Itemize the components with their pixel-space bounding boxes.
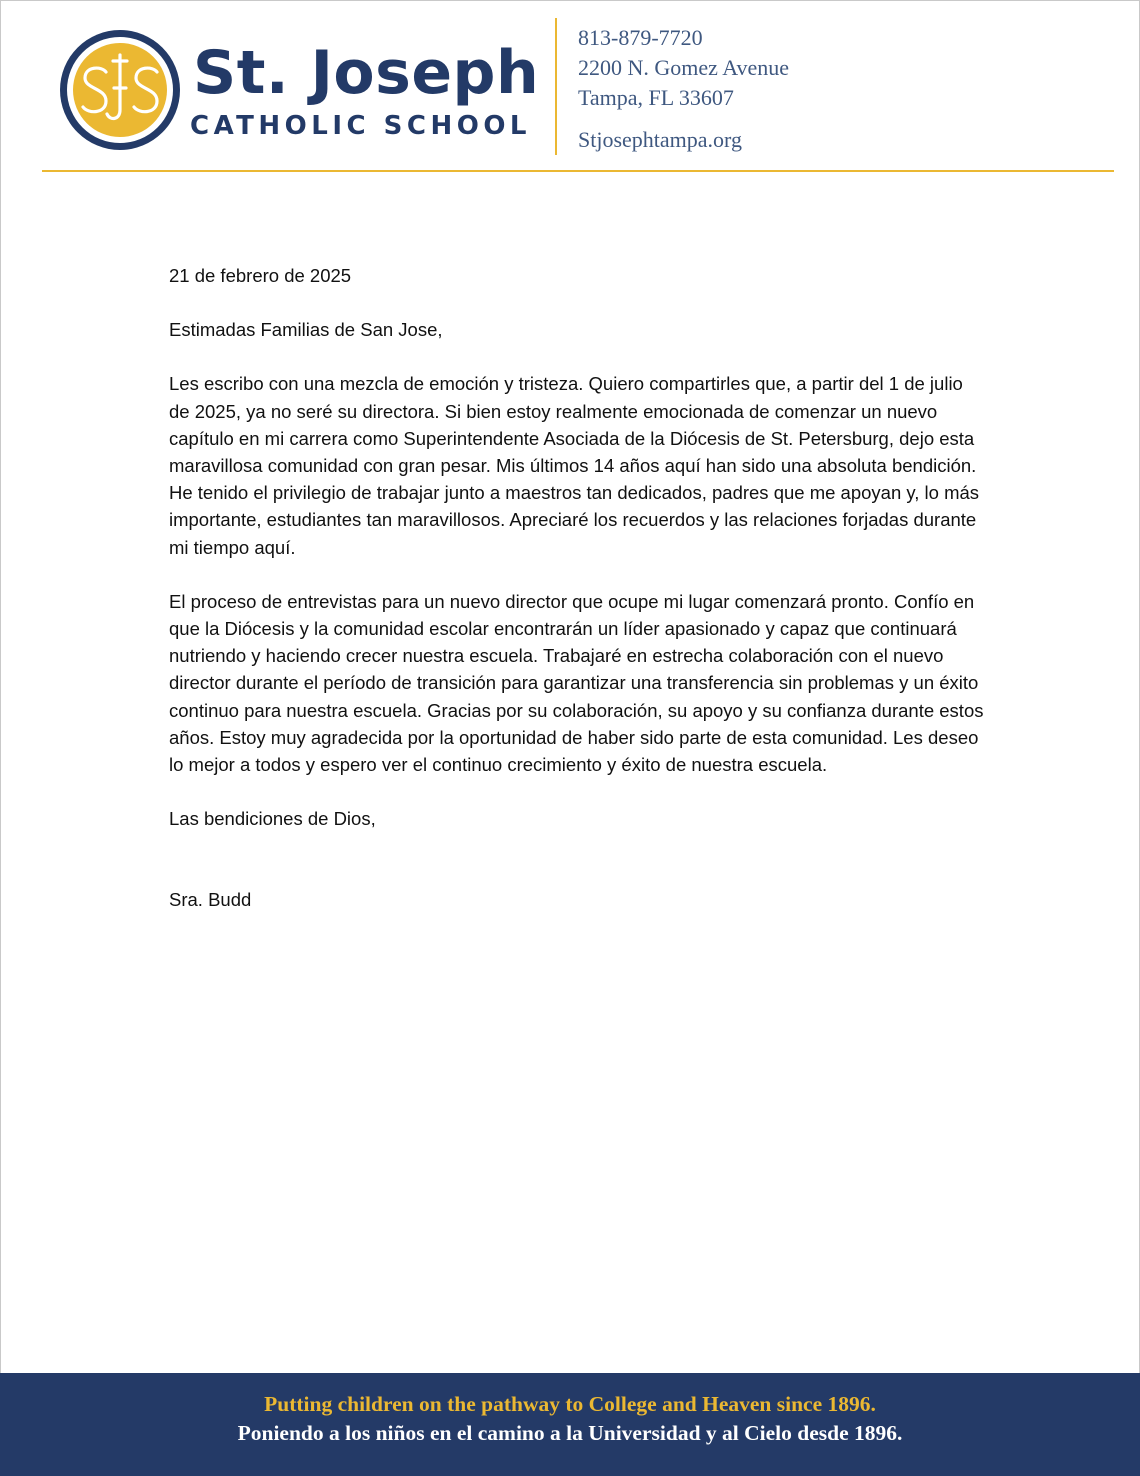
school-subtitle: CATHOLIC SCHOOL [190, 111, 531, 141]
letterhead [0, 0, 1140, 175]
school-website: Stjosephtampa.org [578, 127, 742, 152]
school-phone: 813-879-7720 [578, 25, 703, 50]
letter-closing: Las bendiciones de Dios, [169, 808, 376, 830]
letterhead-divider [555, 18, 557, 155]
sjs-monogram-seal-icon [58, 28, 182, 152]
letter-paragraph: Les escribo con una mezcla de emoción y tristeza. Quiero compartirles que, a partir del 1 de julio de 2025, ya no seré su directora. Si bien estoy realmente emocionada de comenzar un nuevo capítulo en mi carrera como Superintendente Asociada de la Diócesis de St. Petersburg, dejo esta maravillosa comunidad con gran pesar. Mis últimos 14 años aquí han sido una absoluta bendición. He tenido el privilegio de trabajar junto a maestros tan dedicados, padres que me apoyan y, lo más importante, estudiantes tan maravillosos. Apreciaré los recuerdos y las relaciones forjadas durante mi tiempo aquí. [169, 373, 980, 558]
school-name: St. Joseph [193, 38, 540, 108]
letter-body [169, 262, 984, 914]
letter-date: 21 de febrero de 2025 [169, 265, 352, 286]
letterhead-rule [42, 170, 1114, 172]
footer-motto-english: Putting children on the pathway to College and Heaven since 1896. [264, 1392, 876, 1416]
school-street-address: 2200 N. Gomez Avenue [578, 55, 789, 80]
letter-paragraph: El proceso de entrevistas para un nuevo director que ocupe mi lugar comenzará pronto. Confío en que la Diócesis y la comunidad escolar encontrarán un líder apasionado y capaz que continuará nutriendo y haciendo crecer nuestra escuela. Trabajaré en estrecha colaboración con el nuevo director durante el período de transición para garantizar una transferencia sin problemas y un éxito continuo para nuestra escuela. Gracias por su colaboración, su apoyo y su confianza durante estos años. Estoy muy agradecida por la oportunidad de haber sido parte de esta comunidad. Les deseo lo mejor a todos y espero ver el continuo crecimiento y éxito de nuestra escuela. [169, 590, 984, 776]
footer-motto-spanish: Poniendo a los niños en el camino a la Universidad y al Cielo desde 1896. [237, 1421, 903, 1445]
letter-signature: Sra. Budd [169, 889, 252, 911]
letter-salutation: Estimadas Familias de San Jose, [169, 319, 443, 341]
school-city-address: Tampa, FL 33607 [578, 85, 734, 110]
